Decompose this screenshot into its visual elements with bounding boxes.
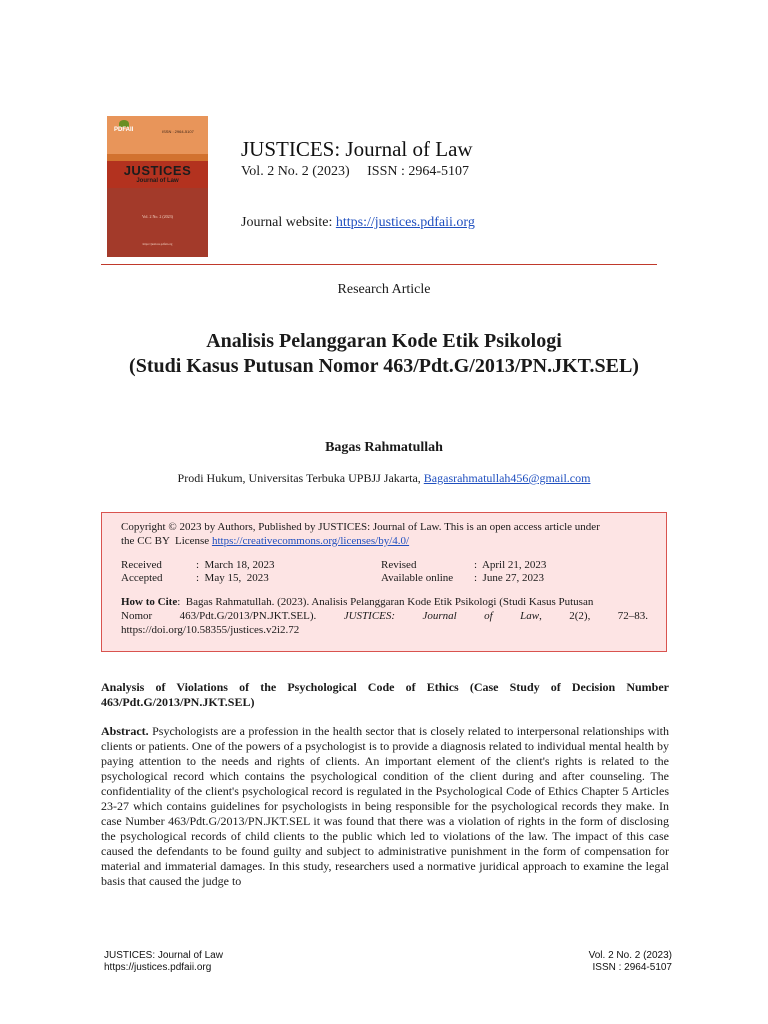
journal-website-link[interactable]: https://justices.pdfaii.org — [335, 215, 475, 230]
journal-volume-issn: Vol. 2 No. 2 (2023) ISSN : 2964-5107 — [241, 164, 470, 179]
footer-journal-title: JUSTICES: Journal of Law — [104, 950, 223, 961]
citation-text-1: : Bagas Rahmatullah. (2023). Analisis Pelanggaran Kode Etik Psikologi (Studi Kasus Putusan — [177, 596, 594, 608]
citation-doi[interactable]: https://doi.org/10.58355/justices.v2i2.72 — [121, 624, 300, 636]
abstract-label: Abstract. — [101, 724, 149, 738]
license-prefix: the CC BY License — [121, 535, 212, 547]
cover-title: JUSTICES — [123, 163, 192, 178]
cover-subtitle: Journal of Law — [136, 178, 179, 184]
author-affiliation — [0, 471, 768, 486]
journal-cover-image — [107, 116, 208, 257]
citation-text-2a: Nomor 463/Pdt.G/2013/PN.JKT.SEL). — [121, 610, 344, 622]
cover-volume: Vol. 2 No. 2 (2023) — [141, 214, 174, 219]
article-type: Research Article — [337, 282, 431, 297]
journal-website — [241, 215, 475, 231]
copyright-line-2 — [121, 534, 409, 548]
revised-value: : April 21, 2023 — [474, 559, 547, 571]
journal-website-label: Journal website: — [241, 215, 336, 230]
header-divider — [101, 264, 657, 265]
author-email-link[interactable]: Bagasrahmatullah456@gmail.com — [423, 471, 591, 485]
cover-footer: https://justices.pdfaii.org — [142, 242, 173, 246]
how-to-cite-line-1 — [121, 595, 593, 609]
received-value: : March 18, 2023 — [196, 559, 275, 571]
how-to-cite-line-2 — [121, 609, 648, 623]
received-label: Received — [121, 559, 162, 571]
how-to-cite-label: How to Cite — [121, 596, 178, 608]
footer-volume: Vol. 2 No. 2 (2023) — [588, 950, 672, 961]
accepted-value: : May 15, 2023 — [196, 572, 269, 584]
affiliation-text: Prodi Hukum, Universitas Terbuka UPBJJ Jakarta, — [177, 471, 424, 485]
abstract-text: Psychologists are a profession in the health sector that is closely related to interpersonal relationships with clients or patients. One of the powers of a psychologist is to provide a diagnosis related to individual mental health by paying attention to the needs and rights of clients. An important element of the client's rights is related to the psychological record which contains the psychological condition of the client during and after counseling. The confidentiality of the client's psychological record is regulated in the Psychological Code of Ethics Chapter 5 Articles 23-27 which contains guidelines for psychologists in being responsible for the psychological records they make. In case Number 463/Pdt.G/2013/PN.JKT.SEL it was found that there was a violation of rights in the form of disclosing the psychological records of child clients to the public which led to violations of the law. The impact of this case caused the defendants to be found guilty and subject to administrative punishment in the form of compensation for material and immaterial damages. In this study, researchers used a normative juridical approach to examine the legal basis that caused the judge to — [101, 724, 669, 888]
footer-issn: ISSN : 2964-5107 — [592, 962, 672, 973]
citation-text-2b: , 2(2), 72–83. — [539, 610, 648, 622]
license-link[interactable]: https://creativecommons.org/licenses/by/4.0/ — [211, 535, 410, 547]
cover-logo-text: PDFAII — [114, 127, 134, 133]
cover-lower-band — [107, 188, 208, 257]
article-info-box — [101, 512, 667, 652]
citation-journal: JUSTICES: Journal of Law — [343, 610, 540, 622]
available-online-value: : June 27, 2023 — [474, 572, 544, 584]
article-title-line-1: Analisis Pelanggaran Kode Etik Psikologi — [206, 330, 562, 352]
pdfaii-logo-icon — [119, 120, 129, 127]
cover-issn: ISSN : 2964-5107 — [162, 129, 194, 134]
article-title-line-2: (Studi Kasus Putusan Nomor 463/Pdt.G/2013/PN.JKT.SEL) — [129, 355, 639, 377]
author-name: Bagas Rahmatullah — [325, 440, 443, 455]
available-online-label: Available online — [381, 572, 454, 584]
accepted-label: Accepted — [121, 572, 163, 584]
copyright-line-1: Copyright © 2023 by Authors, Published by JUSTICES: Journal of Law. This is an open access article under — [121, 521, 600, 533]
footer-journal-url[interactable]: https://justices.pdfaii.org — [104, 962, 212, 973]
journal-title: JUSTICES: Journal of Law — [241, 137, 473, 161]
english-title: Analysis of Violations of the Psychological Code of Ethics (Case Study of Decision Number 463/Pdt.G/2013/PN.JKT.SEL) — [101, 680, 669, 709]
abstract-paragraph — [101, 724, 669, 889]
revised-label: Revised — [381, 559, 417, 571]
